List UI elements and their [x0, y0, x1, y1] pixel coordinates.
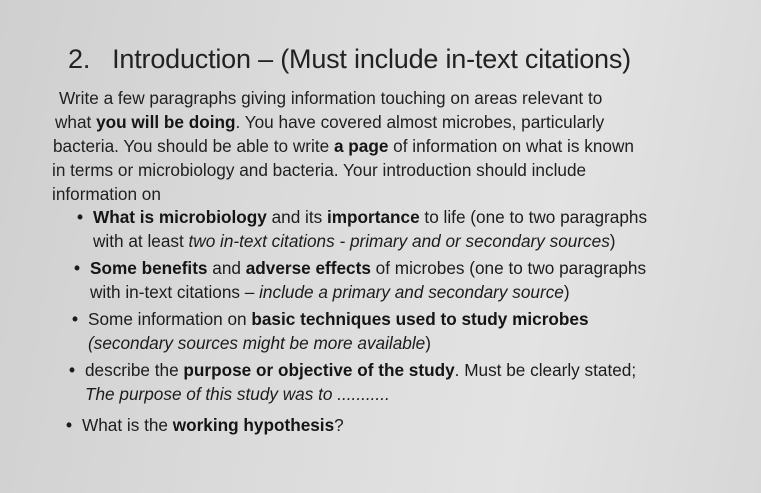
- bold-run: Some benefits: [90, 258, 208, 278]
- bullet-dot-icon: •: [69, 360, 76, 380]
- section-number: 2.: [68, 44, 91, 74]
- text-run: with at least: [93, 231, 189, 251]
- bullet-continuation: [93, 229, 647, 253]
- intro-line: [52, 110, 752, 134]
- bold-run: working hypothesis: [172, 415, 335, 435]
- text-run: ): [609, 231, 616, 251]
- intro-line: Write a few paragraphs giving information touching on areas relevant to: [59, 88, 603, 108]
- bullet-line: [85, 360, 636, 380]
- text-run: bacteria. You should be able to write: [53, 136, 334, 156]
- text-run: to life (one to two paragraphs: [419, 207, 648, 227]
- intro-line: [52, 134, 752, 158]
- text-run: ): [563, 282, 570, 302]
- text-run: and its: [266, 207, 327, 227]
- text-run: . Must be clearly stated;: [454, 360, 637, 380]
- text-run: and: [207, 258, 246, 278]
- bold-run: importance: [327, 207, 420, 227]
- bullet-line: [88, 309, 589, 329]
- text-run: ?: [334, 415, 344, 435]
- bullet-dot-icon: •: [66, 415, 73, 435]
- italic-run: The purpose of this study was to ...........: [85, 384, 390, 404]
- text-run: What is the: [82, 415, 173, 435]
- bold-run: you will be doing: [96, 112, 236, 132]
- bullet-continuation: [88, 331, 589, 355]
- italic-run: two in-text citations - primary and or secondary sources: [188, 231, 610, 251]
- bullet-item-hypothesis: [66, 413, 344, 437]
- text-run: ): [425, 333, 431, 353]
- text-run: what: [55, 112, 97, 132]
- intro-line: information on: [52, 184, 161, 204]
- bold-run: What is microbiology: [93, 207, 267, 227]
- bullet-item-techniques: [72, 307, 589, 355]
- bold-run: a page: [333, 136, 389, 156]
- italic-run: (secondary sources might be more available: [88, 333, 426, 353]
- bullet-dot-icon: •: [72, 309, 79, 329]
- bullet-item-purpose: [69, 358, 637, 406]
- bullet-line: [82, 415, 344, 435]
- bullet-item-microbiology: [77, 205, 648, 253]
- bullet-item-benefits: [74, 256, 647, 304]
- text-run: of microbes (one to two paragraphs: [370, 258, 647, 278]
- bullet-dot-icon: •: [77, 207, 84, 227]
- section-title: Introduction – (Must include in-text citations): [112, 44, 631, 74]
- intro-line: in terms or microbiology and bacteria. Your introduction should include: [52, 160, 587, 180]
- bullet-dot-icon: •: [74, 258, 81, 278]
- text-run: . You have covered almost microbes, particularly: [235, 112, 605, 132]
- bullet-continuation: [90, 280, 646, 304]
- section-heading: [68, 44, 631, 75]
- bullet-continuation: [85, 382, 636, 406]
- text-run: describe the: [85, 360, 184, 380]
- text-run: of information on what is known: [388, 136, 634, 156]
- text-run: with in-text citations –: [90, 282, 260, 302]
- bullet-line: [90, 258, 646, 278]
- text-run: Some information on: [88, 309, 252, 329]
- bullet-line: [93, 207, 647, 227]
- bold-run: adverse effects: [245, 258, 371, 278]
- intro-paragraph: [52, 86, 752, 206]
- bold-run: purpose or objective of the study: [183, 360, 455, 380]
- bold-run: basic techniques used to study microbes: [251, 309, 589, 329]
- italic-run: include a primary and secondary source: [259, 282, 564, 302]
